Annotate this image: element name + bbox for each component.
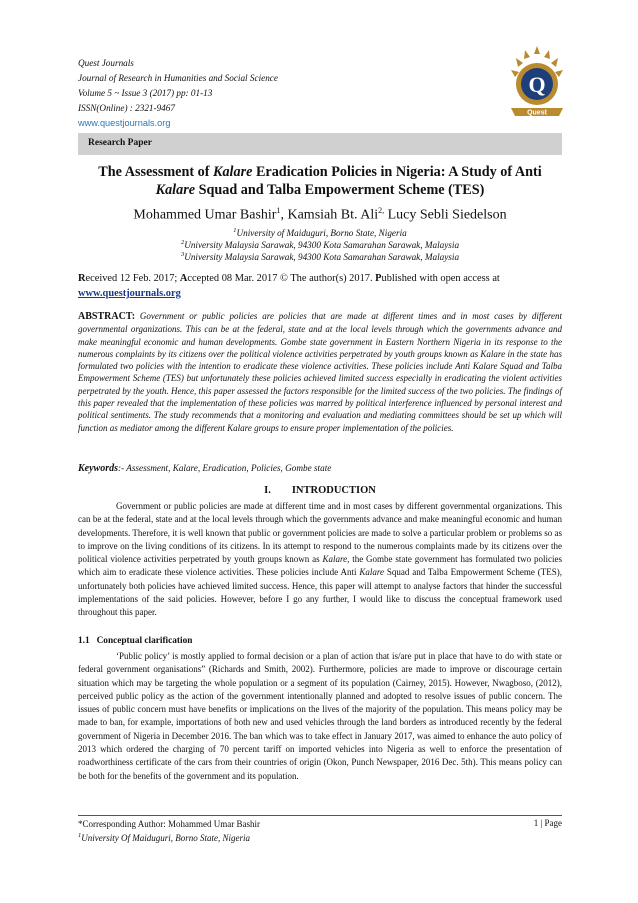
affiliation-1: $^1$University of Maiduguri, Borno State, Nigeria xyxy=(233,227,407,239)
logo-text: Quest xyxy=(527,109,547,117)
keywords-text: :- Assessment, Kalare, Eradication, Policies, Gombe state xyxy=(118,463,332,473)
footer-divider xyxy=(78,815,562,816)
journal-issn: ISSN(Online) : 2321-9467 xyxy=(78,103,175,113)
keywords xyxy=(78,463,562,474)
affiliation-3: $^3$University Malaysia Sarawak, 94300 Kota Samarahan Sarawak, Malaysia xyxy=(180,251,460,263)
journal-url-link[interactable]: www.questjournals.org xyxy=(78,118,171,128)
publication-history: Received 12 Feb. 2017; Accepted 08 Mar. 2017 © The author(s) 2017. Published with open access at www.questjournals.org xyxy=(78,273,500,299)
subsection-paragraph: ‘Public policy’ is mostly applied to formal decision or a plan of action that is/are put in place that have to do with state or federal government organisations” (Richards and Smith, 2002). Furthermore, policies are made to improve or discourage certain situation which may be targeting the whole population or a segment of its population (Cairney, 2015). However, Nwagboso, (2012), perceived public policy as the action of the government intentionally planned and adopted to resolve issues of public concern. The issues of public concern must have benefits or implications on the lives of the majority of the population. This means policy may be made to ban, for example, importations of both new and used vehicles through the land borders as introduced recently by the federal government of Nigeria in December 2016. The ban which was to take effect in January 2017, was aimed to enhance the auto policy of 2013 which ordered the charging of 70 percent tariff on imported vehicles into Nigeria as well to enforce the presentation of roadworthiness certificate of the cars from their countries of origin (Okon, Punch Newspaper, 2016 Dec. 5th). This means policy can be both for the benefits of the government and its population. xyxy=(78,651,562,781)
quest-logo xyxy=(507,44,567,126)
journal-name: Journal of Research in Humanities and Social Science xyxy=(78,73,278,83)
journal-publisher: Quest Journals xyxy=(78,58,134,68)
introduction-paragraph: Government or public policies are made at different time and in most cases by different governmental organizations. This can be at the federal, state and at the local levels through which the governments advance and make meaningful economic and human developments. Therefore, it is well known that public or government policies are made to solve a particular problem or problems so as to improve on the living conditions of its citizens. In its attempt to respond to the numerous complaints made by its citizens over the political violence activities perpetrated by youth groups known as Kalare, the Gombe state government has formulated two policies which aim to eradicate these violence activities. These policies include Anti Kalare Squad and Talba Empowerment Scheme (TES), unfortunately both policies have achieved limited success. Hence, this paper will attempt to analyse factors that hinder the successful implementations of the said policies. However, before I go any further, I would like to discuss the conceptual framework used throughout this paper. xyxy=(78,501,562,618)
abstract-label: ABSTRACT: xyxy=(78,311,136,322)
paper-title: The Assessment of Kalare Eradication Policies in Nigeria: A Study of Anti Kalare Squad and Talba Empowerment Scheme (TES) xyxy=(98,164,542,198)
journal-info xyxy=(78,56,278,131)
page-number: 1 | Page xyxy=(533,818,562,828)
author-1: Mohammed Umar Bashir xyxy=(133,207,277,223)
subsection-heading: 1.1 Conceptual clarification xyxy=(78,636,193,646)
author-2: , Kamsiah Bt. Ali xyxy=(280,207,379,223)
paper-type-label: Research Paper xyxy=(88,138,152,148)
publisher-url-link[interactable]: www.questjournals.org xyxy=(78,288,181,299)
corresponding-author: *Corresponding Author: Mohammed Umar Bashir xyxy=(78,819,260,829)
affiliation-2: $^2$University Malaysia Sarawak, 94300 Kota Samarahan Sarawak, Malaysia xyxy=(180,239,460,251)
footer-author xyxy=(78,818,260,844)
svg-text:Q: Q xyxy=(528,72,546,97)
abstract xyxy=(78,310,562,434)
abstract-text: Government or public policies are policies that are made at different times and in most cases by different governmental organizations. This can be at the federal, state and at the local levels through which the governments advance and make meaningful economic and human developments. Gombe state government in Eastern Northern Nigeria in its response to the numerous complaints by its citizens over the political violence activities perpetrated by youth groups known as Kalare in the state has formulated two policies with the intention to eradicate these violence activities. These policies include Anti Kalare Squad and Talba Empowerment Scheme (TES) but unfortunately these policies achieved limited success especially in eradicating the violent activities perpetrated by the youth. Hence, this paper assessed the factors responsible for the limited success of the two policies. The findings of this paper revealed that the implementation of these policies was marred by political interference influenced by personal interest and political sentiments. The study recommends that a monitoring and evaluation and mediating committees should be set up which will function as mediator among the different Kalare groups to ensure proper implementation of the policies. xyxy=(78,311,562,433)
author-3: Lucy Sebli Siedelson xyxy=(384,207,507,223)
journal-volume: Volume 5 ~ Issue 3 (2017) pp: 01-13 xyxy=(78,88,213,98)
section-heading-introduction: I. INTRODUCTION xyxy=(264,485,376,496)
author-list: Mohammed Umar Bashir$^1$, Kamsiah Bt. Ali$^{2,}$ Lucy Sebli Siedelson xyxy=(133,206,507,223)
keywords-label: Keywords xyxy=(78,463,118,474)
footer-affiliation: $^1$University Of Maiduguri, Borno State, Nigeria xyxy=(78,832,250,843)
